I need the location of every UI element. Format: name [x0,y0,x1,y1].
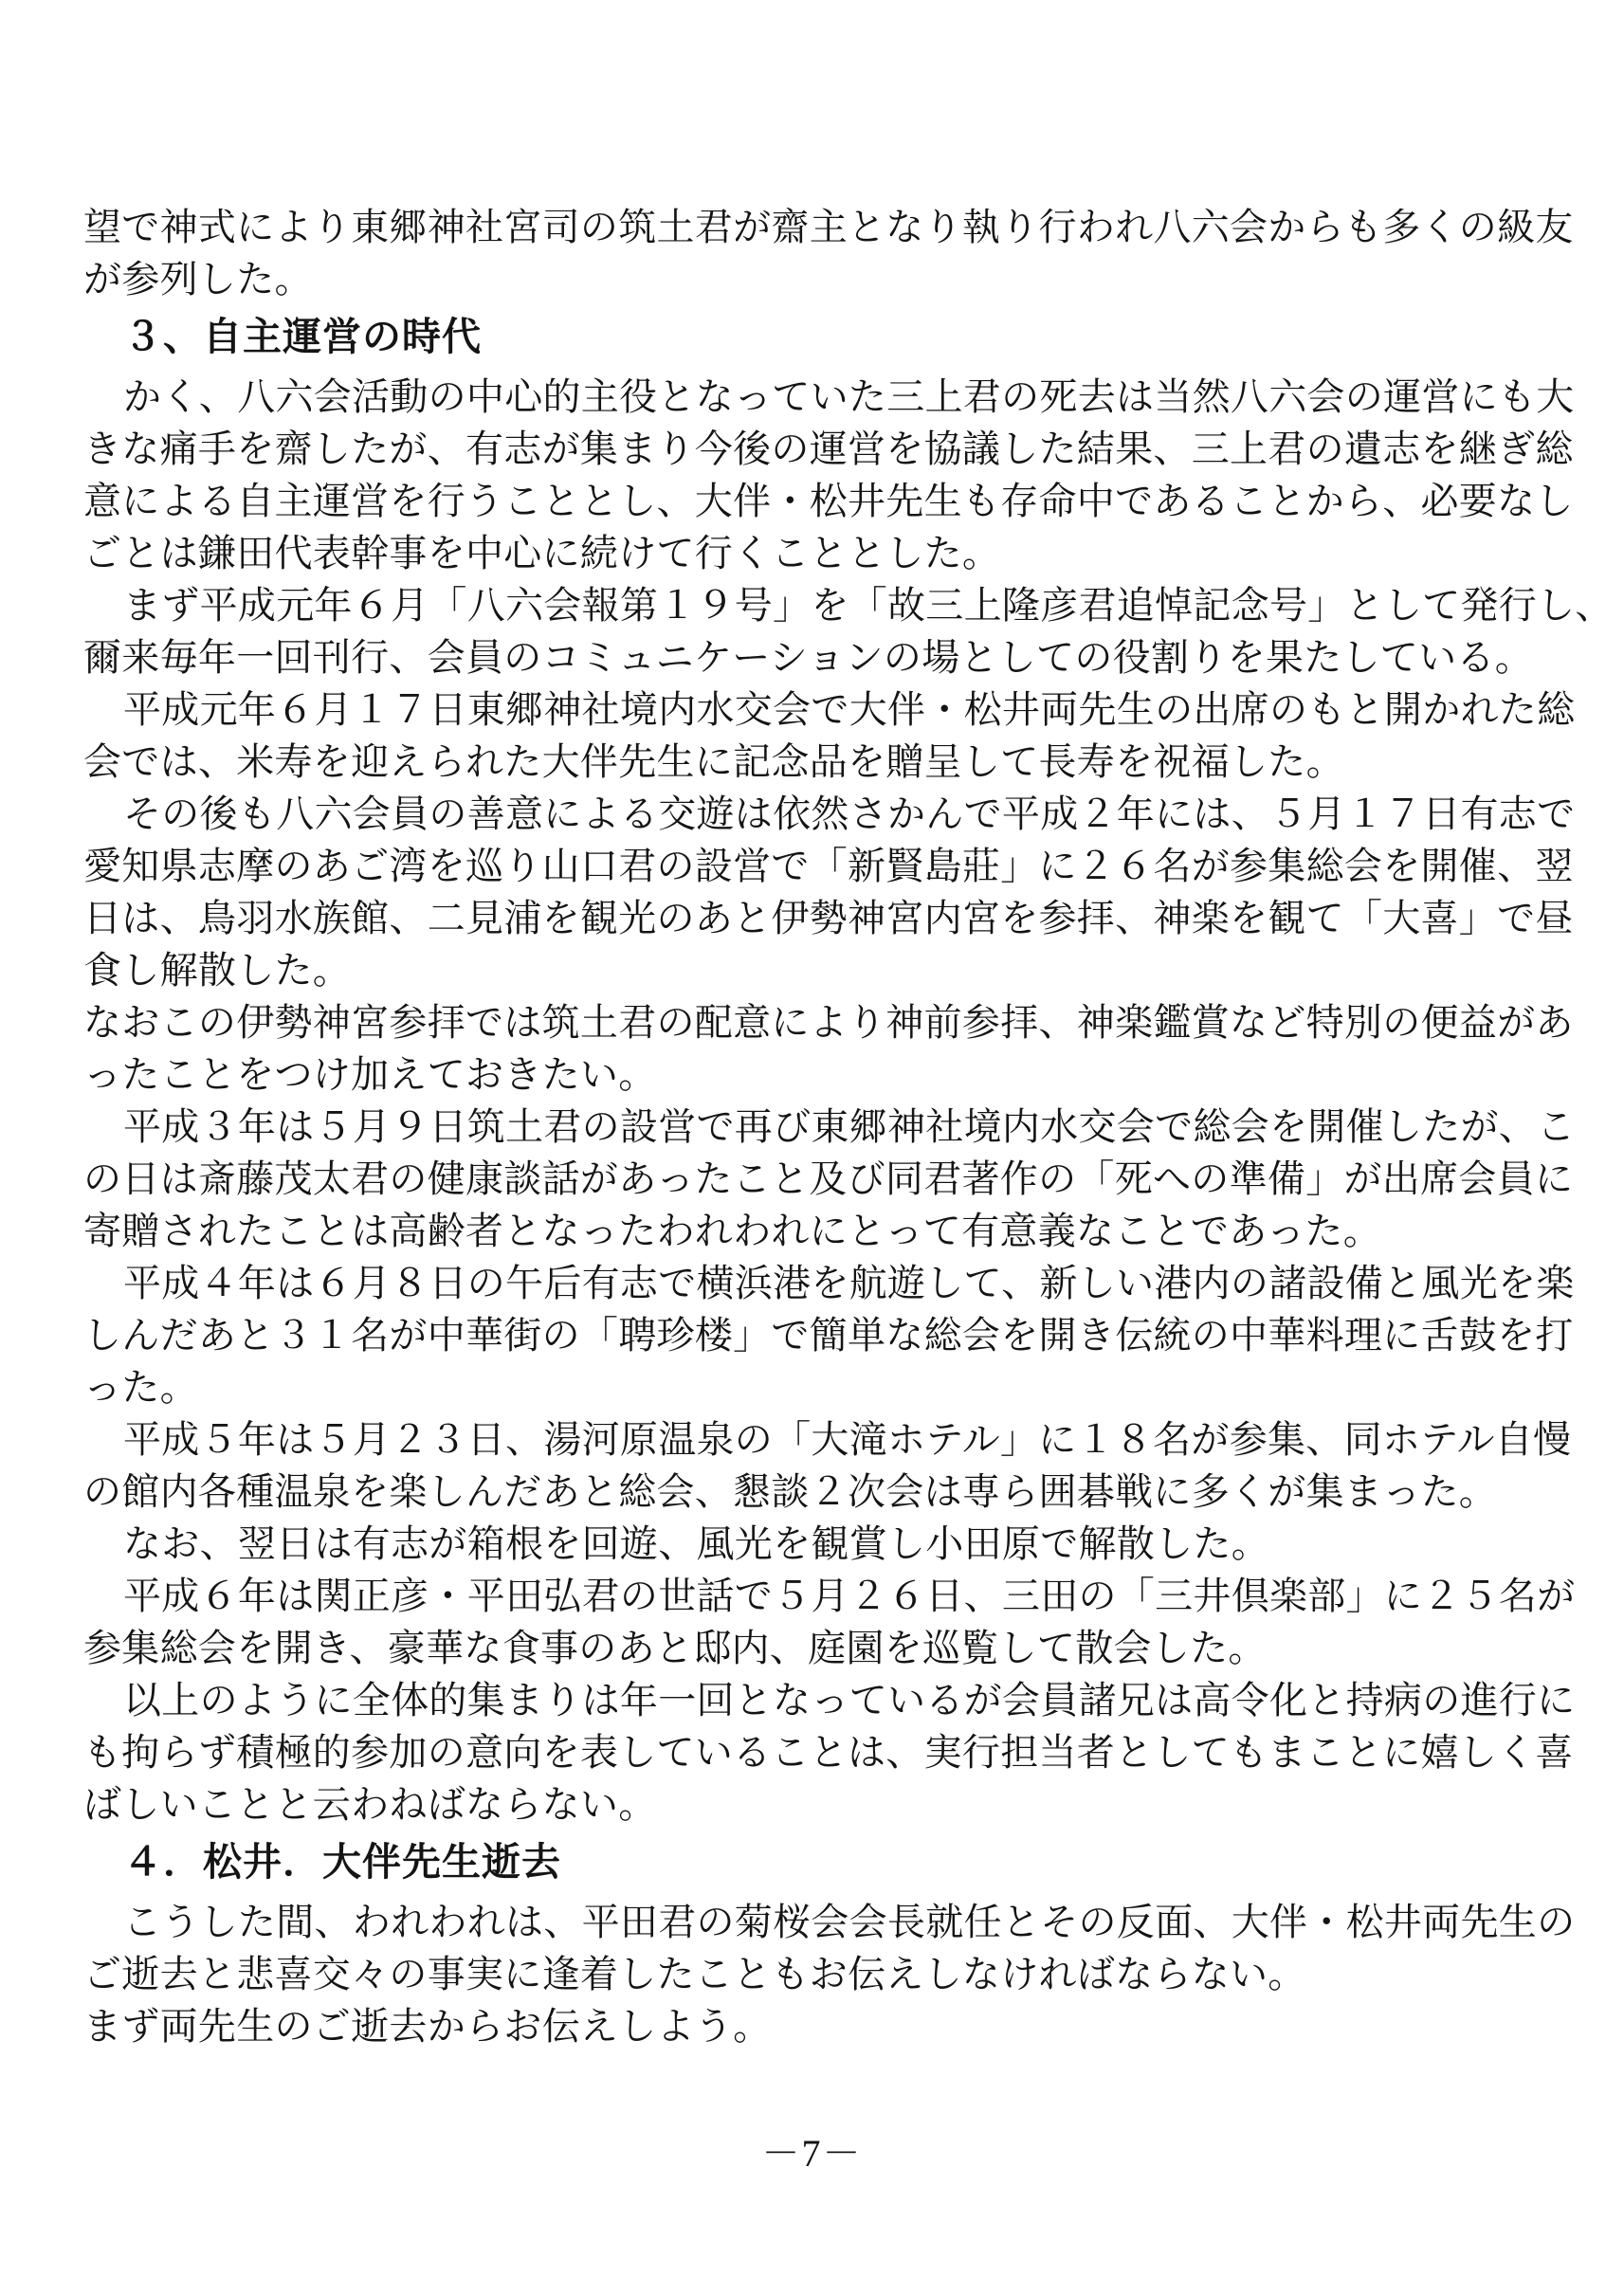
text-line: 愛知県志摩のあご湾を巡り山口君の設営で「新賢島莊」に２６名が参集総会を開催、翌 [83,845,1574,887]
text-line: 平成３年は５月９日筑土君の設営で再び東郷神社境内水交会で総会を開催したが、こ [123,1105,1576,1148]
text-line: かく、八六会活動の中心的主役となっていた三上君の死去は当然八六会の運営にも大 [123,375,1575,418]
text-line: 以上のように全体的集まりは年一回となっているが会員諸兄は高令化と持病の進行に [123,1679,1576,1721]
text-line: ご逝去と悲喜交々の事実に逢着したこともお伝えしなければならない。 [83,1953,1306,1995]
text-line: 寄贈されたことは高齢者となったわれわれにとって有意義なことであった。 [83,1210,1381,1252]
text-line: 意による自主運営を行うこととし、大伴・松井先生も存命中であることから、必要なし [83,480,1574,522]
text-line: きな痛手を齋したが、有志が集まり今後の運営を協議した結果、三上君の遺志を継ぎ総 [83,428,1574,470]
text-line: まず平成元年６月「八六会報第１９号」を「故三上隆彦君追悼記念号」として発行し、 [123,584,1614,627]
text-line: った。 [83,1366,198,1409]
text-line: 平成４年は６月８日の午后有志で横浜港を航遊して、新しい港内の諸設備と風光を楽 [123,1262,1575,1304]
text-line: しんだあと３１名が中華街の「聘珍楼」で簡単な総会を開き伝統の中華料理に舌鼓を打 [83,1314,1574,1357]
text-line: なおこの伊勢神宮参拝では筑土君の配意により神前参拝、神楽鑑賞など特別の便益があ [83,1001,1574,1044]
text-line: 食し解散した。 [83,949,352,992]
text-line: 参集総会を開き、豪華な食事のあと邸内、庭園を巡覧して散会した。 [83,1627,1267,1669]
document-text-area [83,201,1614,2052]
text-line: 平成６年は関正彦・平田弘君の世話で５月２６日、三田の「三井倶楽部」に２５名が [123,1575,1576,1617]
text-line: ごとは鎌田代表幹事を中心に続けて行くこととした。 [83,532,1001,574]
text-line: ったことをつけ加えておきたい。 [83,1053,657,1096]
text-line: 会では、米寿を迎えられた大伴先生に記念品を贈呈して長寿を祝福した。 [83,740,1344,783]
text-line: 平成５年は５月２３日、湯河原温泉の「大滝ホテル」に１８名が参集、同ホテル自慢 [123,1418,1572,1461]
text-line: なお、翌日は有志が箱根を回遊、風光を観賞し小田原で解散した。 [123,1522,1269,1565]
section-heading: ４．松井．大伴先生逝去 [123,1840,561,1884]
text-line: 望で神式により東郷神社宮司の筑土君が齋主となり執り行われ八六会からも多くの級友 [83,206,1574,248]
text-line: こうした間、われわれは、平田君の菊桜会会長就任とその反面、大伴・松井両先生の [123,1901,1576,1943]
text-line: その後も八六会員の善意による交遊は依然さかんで平成２年には、５月１７日有志で [123,792,1576,835]
text-line: も拘らず積極的参加の意向を表していることは、実行担当者としてもまことに嬉しく喜 [83,1731,1574,1774]
text-line: が参列した。 [83,258,313,301]
text-line: 平成元年６月１７日東郷神社境内水交会で大伴・松井両先生の出席のもと開かれた総 [123,688,1576,731]
text-line: の館内各種温泉を楽しんだあと総会、懇談２次会は専ら囲碁戦に多くが集まった。 [83,1470,1498,1513]
text-line: ばしいことと云わねばならない。 [83,1783,657,1826]
page-number: －7－ [761,2132,863,2175]
text-line: 日は、鳥羽水族館、二見浦を観光のあと伊勢神宮内宮を参拝、神楽を観て「大喜」で昼 [83,897,1574,939]
text-line: まず両先生のご逝去からお伝えしよう。 [83,2005,772,2048]
text-line: 爾来毎年一回刊行、会員のコミュニケーションの場としての役割りを果たしている。 [83,636,1533,679]
section-heading: ３、自主運営の時代 [123,315,482,358]
text-line: の日は斎藤茂太君の健康談話があったこと及び同君著作の「死への準備」が出席会員に [83,1157,1574,1200]
